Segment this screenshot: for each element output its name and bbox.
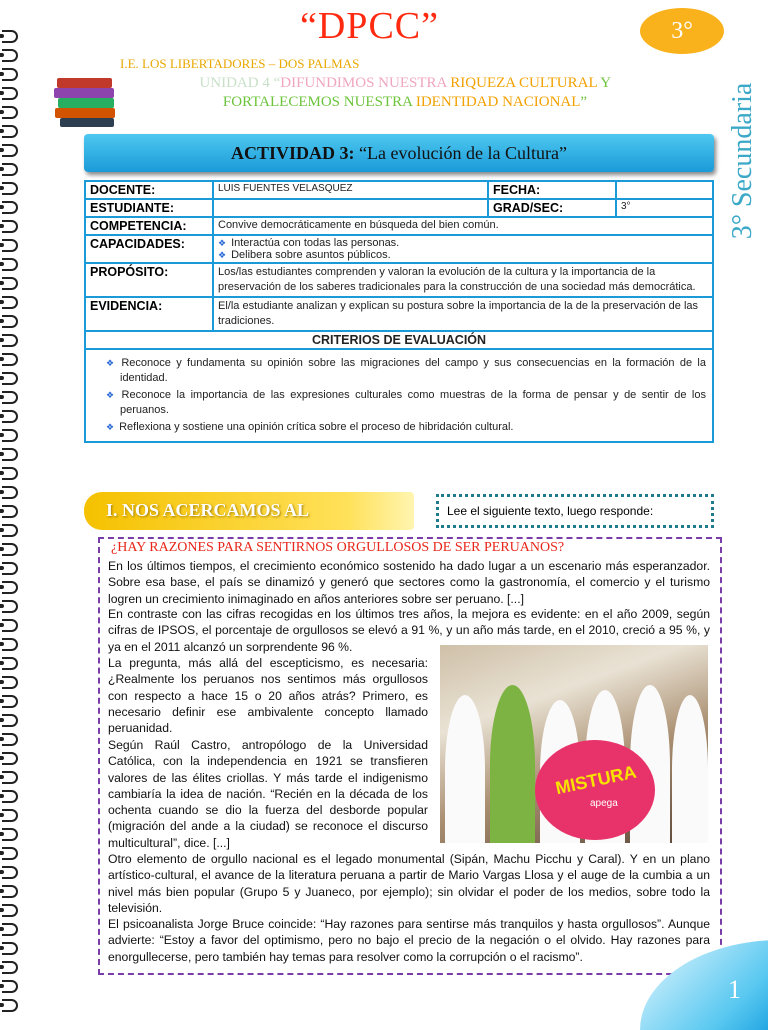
diamond-bullet-icon: ❖ [106,358,117,368]
binding-ring [2,885,18,898]
chefs-photo [440,645,708,843]
grade-badge: 3° [640,8,724,54]
school-name: I.E. LOS LIBERTADORES – DOS PALMAS [120,56,360,71]
estudiante-label: ESTUDIANTE: [85,199,213,217]
binding-ring [2,847,18,860]
article-paragraph: Según Raúl Castro, antropólogo de la Universidad Católica, con la independencia en 1921 se transfieren valores de las élites criollas. Y más tarde el indigenismo cambiaría la idea de nación. “Recién en la década de los ochenta cuando se dio la fuerza del desborde popular (migración del ande a la ciudad) se reconoce el discurso multicultural”, dice. [...] [108,738,428,850]
grad-value: 3° [616,199,713,217]
estudiante-value[interactable] [213,199,488,217]
binding-ring [2,49,18,62]
docente-label: DOCENTE: [85,181,213,199]
list-item: ❖ Reconoce la importancia de las expresiones culturales como muestras de la forma de pensar y de sentir de los peruanos. [106,389,706,416]
binding-ring [2,866,18,879]
activity-label: ACTIVIDAD 3: [231,143,355,163]
info-table [84,180,714,443]
binding-ring [2,296,18,309]
binding-ring [2,505,18,518]
list-item: ❖ Reconoce y fundamenta su opinión sobre las migraciones del campo y sus consecuencias en la formación de la identidad. [106,357,706,384]
binding-ring [2,733,18,746]
binding-ring [2,524,18,537]
binding-ring [2,923,18,936]
binding-ring [2,106,18,119]
binding-ring [2,676,18,689]
binding-ring [2,429,18,442]
page-number: 1 [728,975,741,1004]
fecha-value[interactable] [616,181,713,199]
diamond-bullet-icon: ❖ [106,390,117,400]
binding-ring [2,942,18,955]
notebook-binding [0,30,22,1020]
list-item: ❖ Interactúa con todas las personas. [218,237,400,249]
mistura-balloon: MISTURA apega [535,740,655,840]
competencia-value: Convive democráticamente en búsqueda del bien común. [213,217,713,235]
binding-ring [2,467,18,480]
binding-ring [2,68,18,81]
binding-ring [2,239,18,252]
binding-ring [2,638,18,651]
binding-ring [2,752,18,765]
binding-ring [2,353,18,366]
binding-ring [2,372,18,385]
competencia-label: COMPETENCIA: [85,217,213,235]
binding-ring [2,30,18,43]
diamond-bullet-icon: ❖ [106,422,115,432]
instruction-note: Lee el siguiente texto, luego responde: [436,494,714,528]
binding-ring [2,961,18,974]
criterios-list [85,349,713,442]
binding-ring [2,486,18,499]
binding-ring [2,410,18,423]
binding-ring [2,714,18,727]
binding-ring [2,695,18,708]
evidencia-value: El/la estudiante analizan y explican su postura sobre la importancia de la de la preservación de las tradiciones. [213,297,713,331]
page-title: “DPCC” [300,5,439,47]
criterios-header: CRITERIOS DE EVALUACIÓN [85,331,713,349]
binding-ring [2,391,18,404]
capacidades-label: CAPACIDADES: [85,235,213,263]
binding-ring [2,277,18,290]
list-item: ❖ Reflexiona y sostiene una opinión crítica sobre el proceso de hibridación cultural. [106,421,514,433]
article-paragraph: La pregunta, más allá del escepticismo, es necesaria: ¿Realmente los peruanos nos sentimos más orgullosos con respecto a hace 15 o 20 años atrás? Primero, es necesario definir ese ambivalente concepto llamado peruanidad. [108,656,428,736]
proposito-value: Los/las estudiantes comprenden y valoran la evolución de la cultura y la importancia de la preservación de los saberes tradicionales para la construcción de una sociedad más democrática. [213,263,713,297]
capacidades-list [213,235,713,263]
fecha-label: FECHA: [488,181,616,199]
binding-ring [2,809,18,822]
article-paragraph: En los últimos tiempos, el crecimiento económico sostenido ha dado lugar a un escenario más esperanzador. Sobre esa base, el país se dinamizó y generó que sectores como la gastronomía, el comercio y el turismo logren un crecimiento inimaginado en años anteriores sobre ser peruano. [...] [108,559,710,606]
binding-ring [2,201,18,214]
article-paragraph: En contraste con las cifras recogidas en los últimos tres años, la mejora es evidente: en el año 2009, según cifras de IPSOS, el porcentaje de orgullosos se elevó a 91 %, y un año más tarde, en el 2010, creció a 95 %, y ya en el 2011 alcanzó un sorprendente 96 %. [108,607,710,654]
vertical-grade-label: 3° Secundaria [727,82,758,240]
binding-ring [2,334,18,347]
proposito-label: PROPÓSITO: [85,263,213,297]
diamond-bullet-icon: ❖ [218,238,227,248]
binding-ring [2,448,18,461]
binding-ring [2,771,18,784]
binding-ring [2,619,18,632]
binding-ring [2,87,18,100]
diamond-bullet-icon: ❖ [218,250,227,260]
binding-ring [2,562,18,575]
binding-ring [2,581,18,594]
binding-ring [2,600,18,613]
binding-ring [2,980,18,993]
binding-ring [2,258,18,271]
section-banner: I. NOS ACERCAMOS AL [84,492,414,530]
binding-ring [2,543,18,556]
article-paragraph: El psicoanalista Jorge Bruce coincide: “Hay razones para sentirse más tranquilos y hasta orgullosos”. Aunque advierte: “Estoy a favor del optimismo, pero no bajo el precio de la negación o el olvido. Hay razones para enorgullecerse, pero también hay temas para resolver como la corrupción o el racismo”. [108,917,710,964]
activity-title: “La evolución de la Cultura” [359,143,567,163]
binding-ring [2,904,18,917]
binding-ring [2,999,18,1012]
docente-value: LUIS FUENTES VELASQUEZ [213,181,488,199]
binding-ring [2,657,18,670]
binding-ring [2,828,18,841]
grad-label: GRAD/SEC: [488,199,616,217]
activity-bar [84,134,714,172]
article-paragraph: Otro elemento de orgullo nacional es el legado monumental (Sipán, Machu Picchu y Caral). Y en un plano artístico-cultural, el avance de la literatura peruana a partir de Mario Vargas Llosa y el auge de la cumbia a un nivel más bien popular (Grupo 5 y Juaneco, por ejemplo); sin olvidar el poder de los medios, sobre todo la televisión. [108,852,710,915]
article-title: ¿HAY RAZONES PARA SENTIRNOS ORGULLOSOS DE SER PERUANOS? [111,540,565,555]
binding-ring [2,182,18,195]
binding-ring [2,220,18,233]
books-icon [52,70,122,130]
binding-ring [2,315,18,328]
unit-title: UNIDAD 4 “DIFUNDIMOS NUESTRA RIQUEZA CULTURAL Y FORTALECEMOS NUESTRA IDENTIDAD NACIONAL” [199,75,611,110]
binding-ring [2,790,18,803]
binding-ring [2,144,18,157]
list-item: ❖ Delibera sobre asuntos públicos. [218,249,391,261]
binding-ring [2,125,18,138]
evidencia-label: EVIDENCIA: [85,297,213,331]
binding-ring [2,163,18,176]
